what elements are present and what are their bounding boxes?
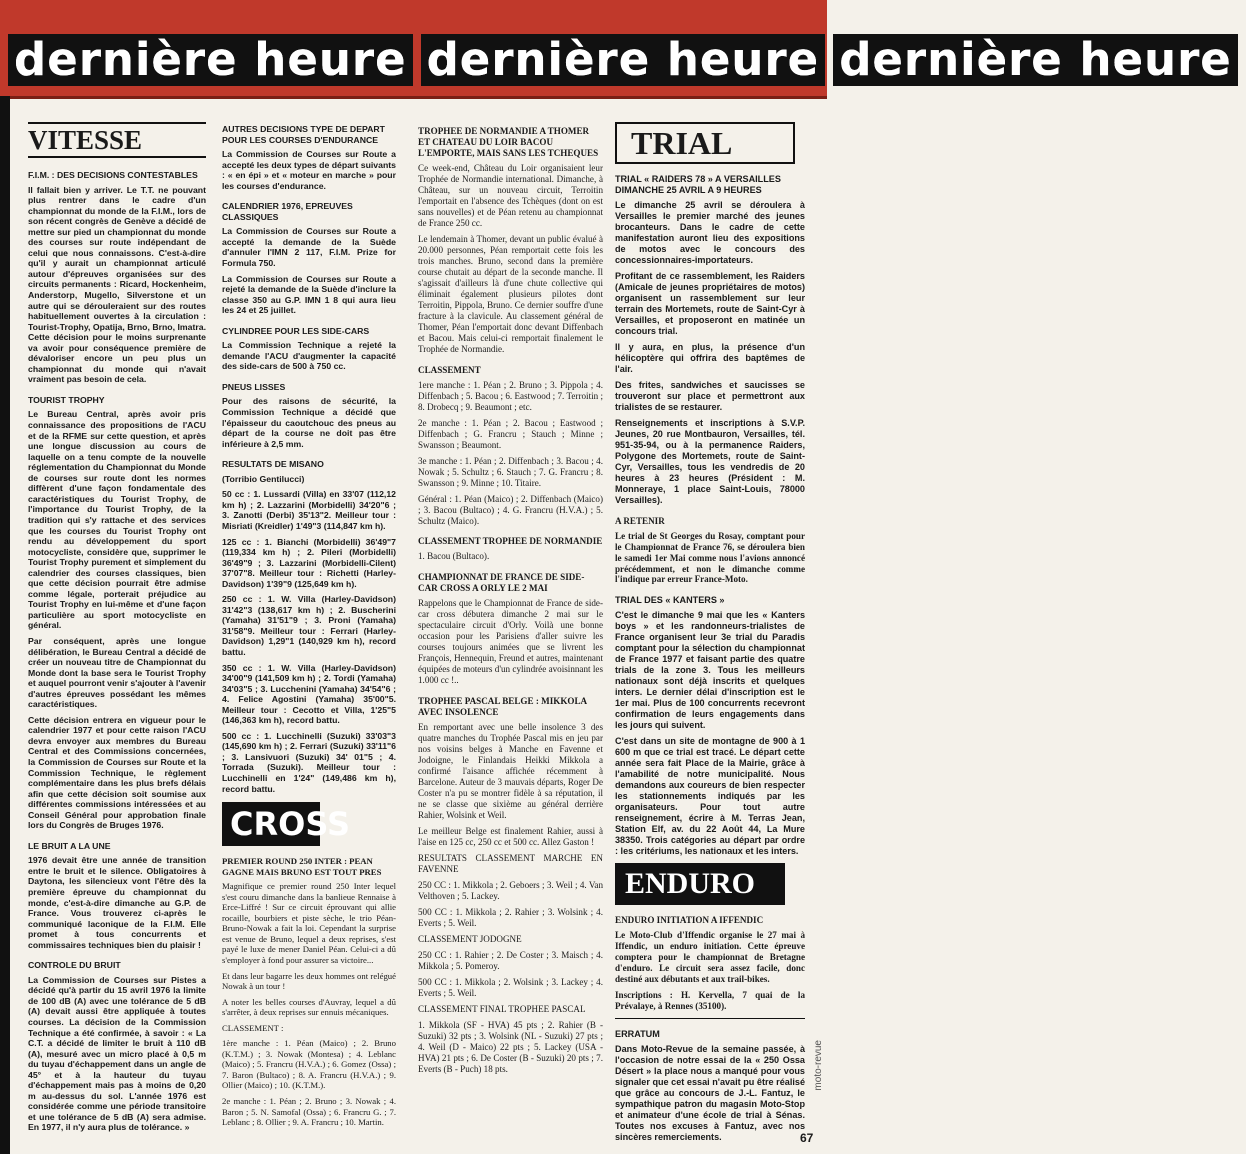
heading: TOURIST TROPHY [28,394,105,405]
column-cross-results [418,104,603,1080]
section-title-trial: TRIAL [615,122,795,164]
paragraph: CLASSEMENT : [222,1022,284,1033]
paragraph: 250 cc : 1. W. Villa (Harley-Davidson) 31'42"3 (138,617 km h) ; 2. Buscherini (Yamaha) 31'51"9 ; 3. Proni (Yamaha) 31'58"9. Meilleur tour : Ferrari (Harley-Davidson) 1,29"1 (140,929 km h), record battu. [222,594,396,657]
paragraph: Inscriptions : H. Kervella, 7 quai de la Prévalaye, à Rennes (35100). [615,990,805,1011]
paragraph: La Commission de Courses sur Pistes a décidé qu'à partir du 15 avril 1976 la limite de 100 dB (A) avec une tolérance de 5 dB (A) devait aussi être appliquée à toutes courses. La décision de la Commission Technique a été confirmée, à savoir : « La C.T. a décidé de limiter le bruit à 110 dB (A), mesuré avec un micro placé à 0,5 m du tuyau d'échappement dans un angle de 45° et à la hauteur du tuyau d'échappement mais pas à moins de 0,20 m au-dessus du sol. L'année 1976 est considérée comme une période transitoire et une tolérance de 5 dB (A) sera admise. En 1977, il n'y aura plus de tolérance. » [28,974,206,1133]
paragraph: 1976 devait être une année de transition entre le bruit et le silence. Obligatoires à Daytona, les silencieux vont l'être dès la première épreuve du championnat du monde, c'est-à-dire dimanche au G.P. de France. Vous trouverez ci-après le communiqué laconique de la F.I.M. Elle promet à tous concurrents et commissaires techniques bien du plaisir ! [28,855,206,950]
paragraph: RESULTATS CLASSEMENT MARCHE EN FAVENNE [418,853,603,875]
heading: LE BRUIT A LA UNE [28,840,111,851]
heading: CLASSEMENT TROPHEE DE NORMANDIE [418,536,603,547]
page-number: 67 [800,1131,814,1145]
heading: ERRATUM [615,1028,660,1039]
paragraph: (Torribio Gentilucci) [222,473,305,484]
paragraph: En remportant avec une belle insolence 3 des quatre manches du Trophée Pascal mis en jeu par nos voisins belges à Manche en Favenne et Jodoigne, le Finlandais Heikki Mikkola a confirmé l'aisance affichée récemment à Barcelone. Auteur de 3 mauvais départs, Roger De Coster n'a pu se montrer fidèle à sa réputation, il ne se classe que sixième au général derrière Rahier, Wolsink et Weil. [418,722,603,821]
paragraph: Et dans leur bagarre les deux hommes ont relégué Nowak à un tour ! [222,970,396,992]
paragraph: 2e manche : 1. Péan ; 2. Bacou ; Eastwood ; Diffenbach ; G. Francru ; Stauch ; Minne ; Swansson ; Beaumont. [418,417,603,450]
paragraph: Le meilleur Belge est finalement Rahier, aussi à l'aise en 125 cc, 250 cc et 500 cc. Allez Gaston ! [418,826,603,848]
banner-word: dernière heure [421,34,826,86]
paragraph: 3e manche : 1. Péan ; 2. Diffenbach ; 3. Bacou ; 4. Nowak ; 5. Schultz ; 6. Stauch ; 7. G. Francru ; 8. Swansson ; 9. Minne ; 10. Titaire. [418,455,603,488]
heading: RESULTATS DE MISANO [222,459,324,470]
paragraph: Il fallait bien y arriver. Le T.T. ne pouvant plus rentrer dans le cadre d'un championnat du monde de la F.I.M., lors de son récent congrès de Genève a décidé de mettre sur pied un championnat du monde des courses sur route indépendant de celui que nous connaissons. C'est-à-dire qu'il y aurait un championnat articulé autour d'épreuves organisées sur des circuits permanents : Ricard, Hockenheim, Anderstorp, Mugello, Silverstone et un autre qui se dérouleraient sur des routes habituellement ouvertes à la circulation : Tourist-Trophy, Opatija, Brno, Brno, Imatra. Cette décision pour le moins surprenante va avoir pour conséquence première de dévaloriser encore un peu plus un championnat du monde qui n'avait vraiment pas besoin de cela. [28,184,206,385]
banner-word: dernière heure [833,34,1238,86]
paragraph: 1ère manche : 1. Péan (Maico) ; 2. Bruno (K.T.M.) ; 3. Nowak (Montesa) ; 4. Leblanc (Maico) ; 5. Francru (H.V.A.) ; 6. Gomez (Ossa) ; 7. Baron (Bultaco) ; 8. A. Francru (H.V.A.) ; 9. Ollier (Maico) ; 10. (K.T.M.). [222,1038,396,1091]
paragraph: 500 CC : 1. Mikkola ; 2. Rahier ; 3. Wolsink ; 4. Everts ; 5. Weil. [418,907,603,929]
section-title-enduro: ENDURO [615,863,785,905]
paragraph: Rappelons que le Championnat de France de side-car cross débutera dimanche 2 mai sur le spectaculaire circuit d'Orly. Voilà une bonne occasion pour les Parisiens d'aller suivre les courses toujours animées que se livrent les François, Hennequin, Freund et autres, maintenant équipées de moteurs d'un cylindrée avoisinnant les 1.000 cc !.. [418,598,603,686]
paragraph: Il y aura, en plus, la présence d'un hélicoptère qui offrira des baptêmes de l'air. [615,341,805,374]
heading: ENDURO INITIATION A IFFENDIC [615,915,764,926]
paragraph: Général : 1. Péan (Maico) ; 2. Diffenbach (Maico) ; 3. Bacou (Bultaco) ; 4. G. Francru (H.V.A.) ; 5. Schultz (Maico). [418,493,603,526]
paragraph: 2e manche : 1. Péan ; 2. Bruno ; 3. Nowak ; 4. Baron ; 5. N. Samofal (Ossa) ; 6. Francru G. ; 7. Leblanc ; 8. Ollier ; 9. A. Francru ; 10. Martin. [222,1096,396,1128]
heading: CONTROLE DU BRUIT [28,960,121,971]
paragraph: Ce week-end, Château du Loir organisaient leur Trophée de Normandie international. Dimanche, à Château, sur un nouveau circuit, Terroitin l'emportait en l'absence des Tchèques (dont on est sans nouvelles) et de Péan retenu au championnat de France 250 cc. [418,162,603,228]
paragraph: 1. Mikkola (SF - HVA) 45 pts ; 2. Rahier (B - Suzuki) 32 pts ; 3. Wolsink (NL - Suzuki) 27 pts ; 4. Weil (D - Maico) 22 pts ; 5. Lackey (USA - HVA) 21 pts ; 6. De Coster (B - Suzuki) 20 pts ; 7. Everts (B - Puch) 18 pts. [418,1019,603,1074]
paragraph: Dans Moto-Revue de la semaine passée, à l'occasion de notre essai de la « 250 Ossa Désert » la place nous a manqué pour vous signaler que cet essai n'avait pu être réalisé que grâce au concours de J.-L. Fantuz, le sympathique patron du magasin Moto-Stop et animateur d'une école de trial à Sénas. Toutes nos excuses à Fantuz, avec nos sincères remerciements. [615,1043,805,1142]
heading: CALENDRIER 1976, EPREUVES CLASSIQUES [222,201,353,222]
paragraph: Le trial de St Georges du Rosay, comptant pour le Championnat de France 76, se déroulera bien le samedi 1er Mai comme nous l'avions annoncé précédemment, et non le dimanche comme l'indique par erreur France-Moto. [615,530,805,585]
paragraph: 125 cc : 1. Bianchi (Morbidelli) 36'49"7 (119,334 km h) ; 2. Pileri (Morbidelli) 36'49"9 ; 3. Lazzarini (Morbidelli-Cilent) 37'07"8. Meilleur tour : Richetti (Harley-Davidson) 1'39"9 (125,649 km h). [222,536,396,589]
heading: PNEUS LISSES [222,381,286,392]
heading: TROPHEE PASCAL BELGE : MIKKOLA AVEC INSOLENCE [418,696,587,718]
paragraph: Des frites, sandwiches et saucisses se trouveront sur place et permettront aux trialistes de se restaurer. [615,379,805,412]
column-trial [615,104,805,1148]
paragraph: C'est le dimanche 9 mai que les « Kanters boys » et les randonneurs-trialistes de France organisent leur 3e trial du Paradis comptant pour la sélection du championnat de France 1977 et faisant partie des quatre trials de la zone 3. Tous les meilleurs nationaux sont déjà inscrits et quelques inters. Le dernier délai d'inscription est le 1er mai. Plus de 100 concurrents recevront confirmation de leurs engagements dans les jours qui suivent. [615,610,805,731]
paragraph: Profitant de ce rassemblement, les Raiders (Amicale de jeunes propriétaires de motos) organisent un rassemblement sur leur terrain des Mortemets, route de Saint-Cyr à Versailles, et proposeront en matinée un concours trial. [615,270,805,336]
banner-title [8,33,1232,86]
paragraph: 250 CC : 1. Mikkola ; 2. Geboers ; 3. Weil ; 4. Van Velthoven ; 5. Lackey. [418,880,603,902]
paragraph: Magnifique ce premier round 250 Inter lequel s'est couru dimanche dans la banlieue Rennaise à Erce-Liffré ! Sur ce circuit éprouvant qui allie rocaille, bourbiers et piste sèche, le trio Péan-Bruno-Nowak a fait la loi. Cependant la surprise est venue de Bruno, lequel a deux reprises, s'est payé le luxe de mener Daniel Péan. Celui-ci a dû s'employer à fond pour assurer sa victoire... [222,881,396,965]
paragraph: 50 cc : 1. Lussardi (Villa) en 33'07 (112,12 km h) ; 2. Lazzarini (Morbidelli) 34'20"6 ; 3. Zanotti (Derbi) 35'13"2. Meilleur tour : Misriati (Kreidler) 1'49"3 (114,847 km h). [222,489,396,531]
paragraph: La Commission de Courses sur Route a accepté la demande de la Suède d'annuler l'IMN 2 117, F.I.M. Prize for Formula 750. [222,226,396,269]
heading: AUTRES DECISIONS TYPE DE DEPART POUR LES COURSES D'ENDURANCE [222,124,385,145]
paragraph: 500 cc : 1. Lucchinelli (Suzuki) 33'03"3 (145,690 km h) ; 2. Ferrari (Suzuki) 33'11"6 ; 3. Lansivuori (Suzuki) 34' 01"5 ; 4. Torrada (Suzuki). Meilleur tour : Lucchinelli en 1'24" (149,486 km h), record battu. [222,730,396,794]
heading: A RETENIR [615,515,665,526]
paragraph: 1ere manche : 1. Péan ; 2. Bruno ; 3. Pippola ; 4. Diffenbach ; 5. Bacou ; 6. Eastwood ; 7. Terroitin ; 8. Drobecq ; 9. Beaumont ; etc. [418,379,603,412]
divider [615,1018,805,1019]
page-edge [0,96,10,1154]
section-title-vitesse: VITESSE [28,122,206,158]
paragraph: A noter les belles courses d'Auvray, lequel a dû s'arrêter, à deux reprises sur ennuis mécaniques. [222,996,396,1018]
heading: PREMIER ROUND 250 INTER : PEAN GAGNE MAIS BRUNO EST TOUT PRES [222,856,382,877]
heading: TRIAL DES « KANTERS » [615,595,725,606]
banner-word: dernière heure [8,34,413,86]
paragraph: Pour des raisons de sécurité, la Commission Technique a décidé que l'épaisseur du caoutchouc des pneus au départ de la course ne doit pas être inférieure à 2,5 mm. [222,396,396,449]
banner [0,0,1232,99]
paragraph: La Commission Technique a rejeté la demande l'ACU d'augmenter la capacité des side-cars de 500 à 750 cc. [222,340,396,372]
heading: CYLINDREE POUR LES SIDE-CARS [222,325,370,336]
paragraph: 1. Bacou (Bultaco). [418,551,490,562]
heading: CLASSEMENT [418,364,481,375]
paragraph: Le dimanche 25 avril se déroulera à Versailles le premier marché des jeunes brocanteurs. Dans le cadre de cette manifestation auront lieu des expositions de motos avec le concours des concessionnaires-importateurs. [615,199,805,265]
paragraph: C'est dans un site de montagne de 900 à 1 600 m que ce trial est tracé. Le départ cette année sera fait Place de la Mairie, grâce à l'amabilité de notre municipalité. Nous demandons aux coureurs de bien respecter les stationnements indiqués par les organisateurs. Pour tout autre renseignement, écrire à M. Terras Jean, Station Elf, av. du 22 Août 44, La Mure 38350. Trois catégories au départ par ordre : les critériums, les nationaux et les inters. [615,736,805,857]
heading: F.I.M. : DES DECISIONS CONTESTABLES [28,170,198,180]
paragraph: Le lendemain à Thomer, devant un public évalué à 20.000 personnes, Péan remportait cette fois les trois manches. Bruno, second dans la première course chutait au départ de la seconde manche. Il s'agissait d'ailleurs là d'une chute collective qui éliminait également plusieurs pilotes dont Terroitin, Pippola, Bruno. Ce dernier souffre d'une fracture à la clavicule. Au classement général de Thomer, Péan l'emportait donc devant Diffenbach et Bacou. Mais celui-ci remportait finalement le Trophée de Normandie. [418,233,603,354]
paragraph: Par conséquent, après une longue délibération, le Bureau Central a décidé de créer un nouveau titre de Championnat du Monde dont la base sera le Tourist Trophy et auquel pourront venir s'ajouter à l'avenir d'autres épreuves possédant les mêmes caractéristiques. [28,635,206,710]
paragraph: CLASSEMENT JODOGNE [418,934,522,944]
paragraph: 500 CC : 1. Mikkola ; 2. Wolsink ; 3. Lackey ; 4. Everts ; 5. Weil. [418,976,603,998]
paragraph: La Commission de Courses sur Route a accepté les deux types de départ suivants : « en épi » et « moteur en marche » pour les courses d'endurance. [222,149,396,191]
magazine-name: moto-revue [813,1040,824,1091]
paragraph: 350 cc : 1. W. Villa (Harley-Davidson) 34'00"9 (141,509 km h) ; 2. Tordi (Yamaha) 34'03"5 ; 3. Lucchenini (Yamaha) 34'54"6 ; 4. Felice Agostini (Yamaha) 35'00"5. Meilleur tour : Cecotto et Villa, 1'25"5 (146,363 km h), record battu. [222,662,396,726]
column-decisions [222,104,396,1133]
paragraph: CLASSEMENT FINAL TROPHEE PASCAL [418,1003,586,1014]
paragraph: Le Bureau Central, après avoir pris connaissance des propositions de l'ACU et de la RFME sur cette question, et après une longue discussion au cours de laquelle on a tenu compte de la nouvelle réglementation du Championnat du Monde de courses sur route dont les normes diffèrent d'une façon fondamentale des caractéristiques du Tourist Trophy, de l'importance du Tourist Trophy, de la tradition qui s'y rattache et des services que les courses du Tourist Trophy ont rendu au développement du sport motocycliste, considère que, supprimer le Tourist Trophy purement et simplement du calendrier des courses classiques, bien que cette décision pourrait être admise comme légale, porterait préjudice au Tourist Trophy en lui-même et d'une façon particulière au sport motocycliste en général. [28,409,206,631]
heading: CHAMPIONNAT DE FRANCE DE SIDE-CAR CROSS A ORLY LE 2 MAI [418,572,585,594]
column-vitesse [28,104,206,1138]
paragraph: Renseignements et inscriptions à S.V.P. Jeunes, 20 rue Montbauron, Versailles, tél. 951-35-94, ou à la permanence Raiders, Polygone des Mortemets, route de Saint-Cyr, Versailles, tous les vendredis de 20 heures à 23 heures (Président : M. Monneraye, 1 place Saint-Louis, 78000 Versailles). [615,417,805,505]
paragraph: 250 CC : 1. Rahier ; 2. De Coster ; 3. Maisch ; 4. Mikkola ; 5. Pomeroy. [418,949,603,971]
paragraph: Cette décision entrera en vigueur pour le calendrier 1977 et pour cette raison l'ACU devra envoyer aux membres du Bureau Central et des Commissions concernées, la Commission de Courses sur Route et la Commission Technique, le règlement complémentaire dans les plus brefs délais afin que cette décision soit soumise aux différentes commissions intéressées et au Conseil Général pour approbation finale lors du Congrès de Bruges 1976. [28,714,206,831]
section-title-cross: CROSS [222,802,320,846]
paragraph: Le Moto-Club d'Iffendic organise le 27 mai à Iffendic, un enduro initiation. Cette épreuve comptera pour le championnat de Bretagne d'enduro. Le circuit sera assez facile, donc destiné aux débutants et aux trail-bikes. [615,930,805,985]
heading: TRIAL « RAIDERS 78 » A VERSAILLES DIMANCHE 25 AVRIL A 9 HEURES [615,174,781,195]
paragraph: La Commission de Courses sur Route a rejeté la demande de la Suède d'inclure la classe 350 au G.P. IMN 1 8 qui aura lieu les 24 et 25 juillet. [222,273,396,316]
heading: TROPHEE DE NORMANDIE A THOMER ET CHATEAU DU LOIR BACOU L'EMPORTE, MAIS SANS LES TCHEQUES [418,126,599,158]
